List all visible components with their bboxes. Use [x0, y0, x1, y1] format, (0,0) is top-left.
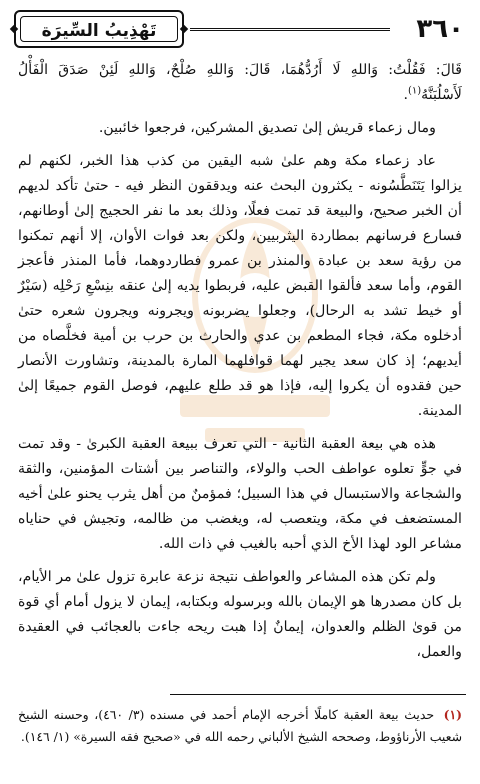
paragraph-1: [18, 58, 462, 108]
paragraph-5: ولم تكن هذه المشاعر والعواطف نتيجة نزعة عابرة تزول علىٰ مر الأيام، بل كان مصدرها هو الإيمان بالله وبرسوله وبكتابه، إيمان لا يزول أمام أي قوة من قوىٰ الظلم والعدوان، إيمانٌ إذا هبت ريحه جاءت بالعجائب في العقيدة والعمل،: [18, 569, 462, 660]
ornament-right-icon: [180, 25, 188, 33]
paragraph-1-text: قَالَ: فَقُلْتُ: وَاللهِ لَا أَرُدُّهُمَا، قَالَ: وَاللهِ صُلْحٌ، وَاللهِ لَئِنْ صَدَقَ الْفَأْلُ لَأَسْلُبَنَّهُ: [18, 62, 462, 103]
book-title-banner: [14, 10, 184, 48]
header-rule: [190, 28, 390, 31]
paragraph-2: ومال زعماء قريش إلىٰ تصديق المشركين، فرجعوا خائبين.: [98, 120, 436, 136]
footnote-reference: (١): [407, 85, 422, 97]
footnote-item: [18, 704, 462, 748]
book-title: تَهْذِيبُ السِّيرَة: [20, 16, 178, 42]
paragraph-4: هذه هي بيعة العقبة الثانية - التي تعرف ببيعة العقبة الكبرىٰ - وقد تمت في جوٍّ تعلوه عواطف الحب والولاء، والتناصر بين أشتات المؤمنين، والثقة والشجاعة والاستبسال في هذا السبيل؛ فمؤمنٌ من أهل يثرب يحنو علىٰ أخيه المستضعف في مكة، ويتعصب له، ويغضب من ظالمه، وتجيش في حناياه مشاعر الود لهذا الأخ الذي أحبه بالغيب في ذات الله.: [18, 436, 462, 552]
page-header: [14, 10, 466, 50]
footnote-text: حديث بيعة العقبة كاملًا أخرجه الإمام أحمد في مسنده (٣/ ٤٦٠)، وحسنه الشيخ شعيب الأرناؤوط، وصححه الشيخ الألباني رحمه الله في «صحيح فقه السيرة» (١/ ١٤٦).: [18, 707, 462, 744]
ornament-left-icon: [10, 25, 18, 33]
footnote-number: (١): [443, 707, 462, 722]
main-text: [18, 58, 462, 673]
paragraph-1-end: .: [403, 87, 408, 103]
paragraph-3: عاد زعماء مكة وهم علىٰ شبه اليقين من كذب هذا الخبر، لكنهم لم يزالوا يَتَنَطَّسُونه - يكثرون البحث عنه ويدققون النظر فيه - حتىٰ تأكد لديهم أن الخبر صحيح، والبيعة قد تمت فعلًا، وذلك بعد ما نفر الحجيج إلىٰ أوطانهم، فسارع فرسانهم بمطاردة اليثربيين، ولكن بعد فوات الأوان، إلا أنهم تمكنوا من رؤية سعد بن عبادة والمنذر بن عمرو فطاردوهما، فأما المنذر فأعجز القوم، وأما سعد فألقوا القبض عليه، فربطوا يديه إلىٰ عنقه بنِسْعِ رَحْلِه (سَيْرٌ أو خيط تشد به الرحال)، وجعلوا يضربونه ويجرونه ويجرون شعره حتىٰ أدخلوه مكة، فجاء المطعم بن عدي والحارث بن حرب بن أمية فخلَّصاه من أيديهم؛ إذ كان سعد يجير لهما قوافلهما المارة بالمدينة، وتشاورت الأنصار حين فقدوه أن يكروا إليه، فإذا هو قد طلع عليهم، فوصل القوم جميعًا إلىٰ المدينة.: [18, 153, 462, 419]
footnote-divider: [170, 694, 466, 695]
page-number: ٣٦٠: [416, 14, 464, 44]
footnotes: [18, 704, 462, 748]
